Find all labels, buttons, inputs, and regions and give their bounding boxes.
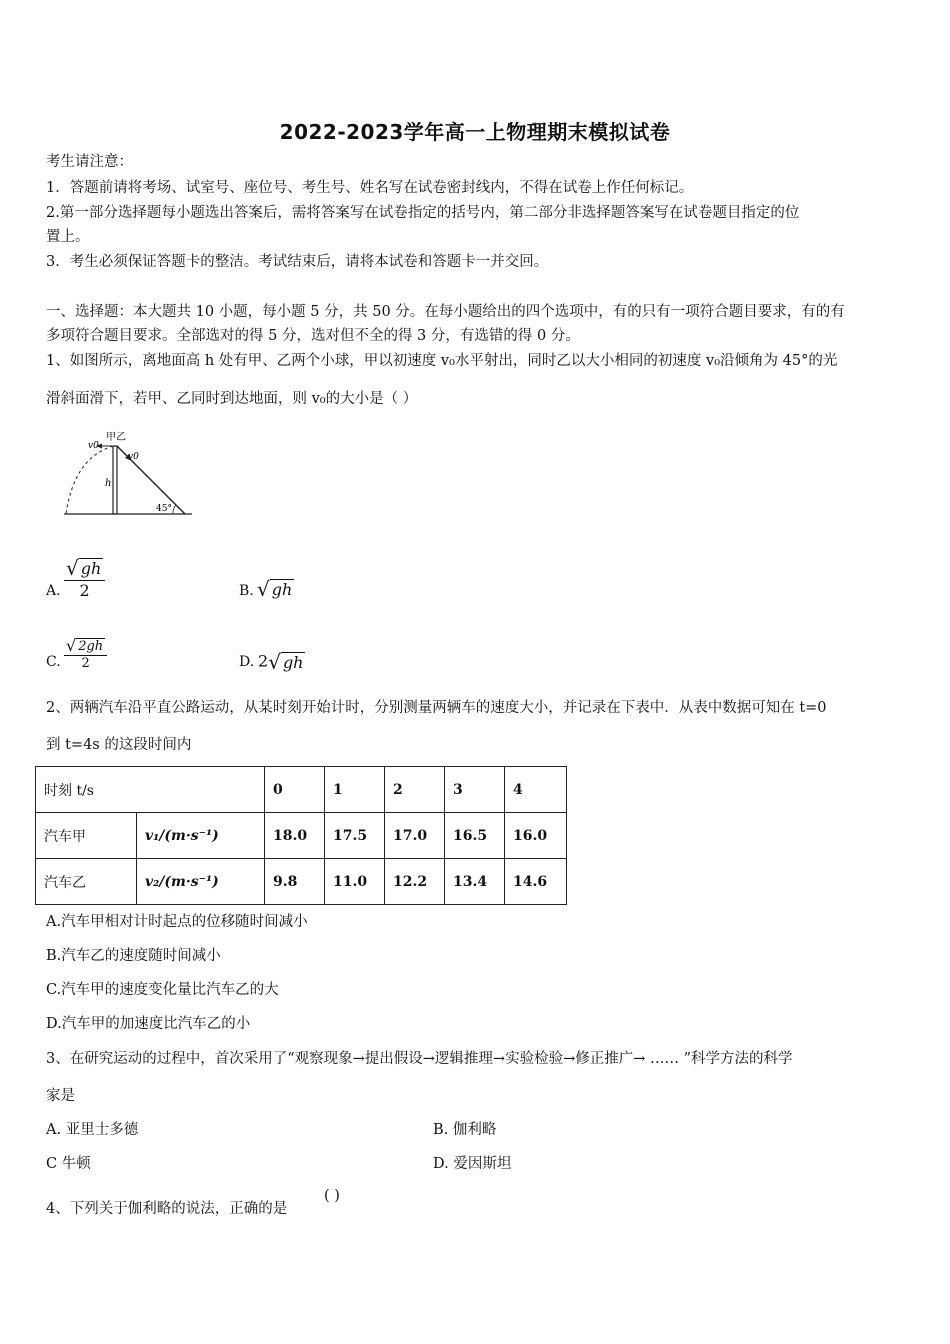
table-value-cell: 17.5	[325, 813, 385, 859]
notice-item-2: 2.第一部分选择题每小题选出答案后，需将答案写在试卷指定的括号内，第二部分非选择题答案写在试卷题目指定的位	[46, 205, 800, 221]
notice-item-1: 1．答题前请将考场、试室号、座位号、考生号、姓名写在试卷密封线内，不得在试卷上作任何标记。	[46, 180, 694, 196]
q2-option-b[interactable]: B.汽车乙的速度随时间减小	[46, 948, 221, 964]
table-value-cell: 16.0	[505, 813, 567, 859]
q4-answer-parens[interactable]: ( )	[324, 1188, 340, 1204]
q3-stem-cont: 家是	[46, 1088, 75, 1104]
notice-item-2-cont: 置上。	[46, 229, 90, 245]
table-car-name: 汽车乙	[36, 859, 137, 905]
q1-option-d-formula[interactable]: 2√ gh	[258, 650, 304, 674]
table-unit-cell: v₂/(m·s⁻¹)	[137, 859, 265, 905]
q1-stem-cont: 滑斜面滑下，若甲、乙同时到达地面，则 v₀的大小是（ ）	[46, 391, 418, 407]
q2-option-c[interactable]: C.汽车甲的速度变化量比汽车乙的大	[46, 982, 279, 998]
table-value-cell: 12.2	[385, 859, 445, 905]
table-time-cell: 1	[325, 767, 385, 813]
q2-option-d[interactable]: D.汽车甲的加速度比汽车乙的小	[46, 1016, 251, 1032]
q1-option-d-label[interactable]: D.	[239, 654, 255, 670]
q1-option-a-label[interactable]: A.	[46, 583, 61, 599]
q3-option-d[interactable]: D. 爱因斯坦	[433, 1156, 512, 1172]
q2-option-a[interactable]: A.汽车甲相对计时起点的位移随时间减小	[46, 914, 308, 930]
table-value-cell: 17.0	[385, 813, 445, 859]
section1-instructions: 一、选择题：本大题共 10 小题，每小题 5 分，共 50 分。在每小题给出的四个选项中，有的只有一项符合题目要求，有的有	[46, 304, 845, 320]
platform-pillar	[113, 446, 117, 514]
table-car-name: 汽车甲	[36, 813, 137, 859]
table-header-label: 时刻 t/s	[36, 767, 265, 813]
q3-option-c[interactable]: C 牛顿	[46, 1156, 91, 1172]
q1-option-c-formula[interactable]: $\frac{√ 2gh}{2}$	[64, 636, 107, 671]
table-value-cell: 16.5	[445, 813, 505, 859]
q1-stem: 1、如图所示，离地面高 h 处有甲、乙两个小球，甲以初速度 v₀水平射出，同时乙以大小相同的初速度 v₀沿倾角为 45°的光	[46, 353, 838, 369]
table-value-cell: 11.0	[325, 859, 385, 905]
q4-stem: 4、下列关于伽利略的说法，正确的是	[46, 1201, 288, 1217]
table-value-cell: 9.8	[265, 859, 325, 905]
q3-option-a[interactable]: A. 亚里士多德	[46, 1122, 139, 1138]
table-time-cell: 4	[505, 767, 567, 813]
table-value-cell: 13.4	[445, 859, 505, 905]
figure-label-ball-names: 甲乙	[106, 432, 126, 443]
figure-label-v0-right: v0	[128, 452, 139, 462]
q2-speed-table	[35, 766, 567, 905]
table-row	[36, 859, 567, 905]
q1-option-a-formula[interactable]: $\frac{√ gh}{2}$	[64, 556, 105, 600]
table-row	[36, 813, 567, 859]
notice-heading: 考生请注意：	[46, 154, 133, 170]
table-time-cell: 2	[385, 767, 445, 813]
q1-option-b-formula[interactable]: √ gh	[257, 577, 293, 601]
q1-option-b-label[interactable]: B.	[239, 583, 254, 599]
table-time-cell: 0	[265, 767, 325, 813]
q2-stem: 2、两辆汽车沿平直公路运动，从某时刻开始计时，分别测量两辆车的速度大小，并记录在下表中．从表中数据可知在 t=0	[46, 700, 827, 716]
figure-label-angle: 45°	[156, 504, 172, 514]
q1-figure-incline	[60, 428, 205, 528]
section1-instructions-cont: 多项符合题目要求。全部选对的得 5 分，选对但不全的得 3 分，有选错的得 0 分。	[46, 328, 580, 344]
table-unit-cell: v₁/(m·s⁻¹)	[137, 813, 265, 859]
q2-stem-cont: 到 t=4s 的这段时间内	[46, 737, 192, 753]
angle-arc	[173, 505, 176, 514]
q3-stem: 3、在研究运动的过程中，首次采用了“观察现象→提出假设→逻辑推理→实验检验→修正推广→ …… ”科学方法的科学	[46, 1051, 793, 1067]
table-header-row	[36, 767, 567, 813]
figure-label-height: h	[105, 478, 112, 489]
notice-item-3: 3．考生必须保证答题卡的整洁。考试结束后，请将本试卷和答题卡一并交回。	[46, 254, 549, 270]
figure-label-v0-left: v0	[88, 441, 99, 451]
q1-option-c-label[interactable]: C.	[46, 654, 61, 670]
q3-option-b[interactable]: B. 伽利略	[433, 1122, 497, 1138]
page-title: 2022-2023学年高一上物理期末模拟试卷	[279, 120, 671, 144]
table-time-cell: 3	[445, 767, 505, 813]
table-value-cell: 14.6	[505, 859, 567, 905]
table-value-cell: 18.0	[265, 813, 325, 859]
